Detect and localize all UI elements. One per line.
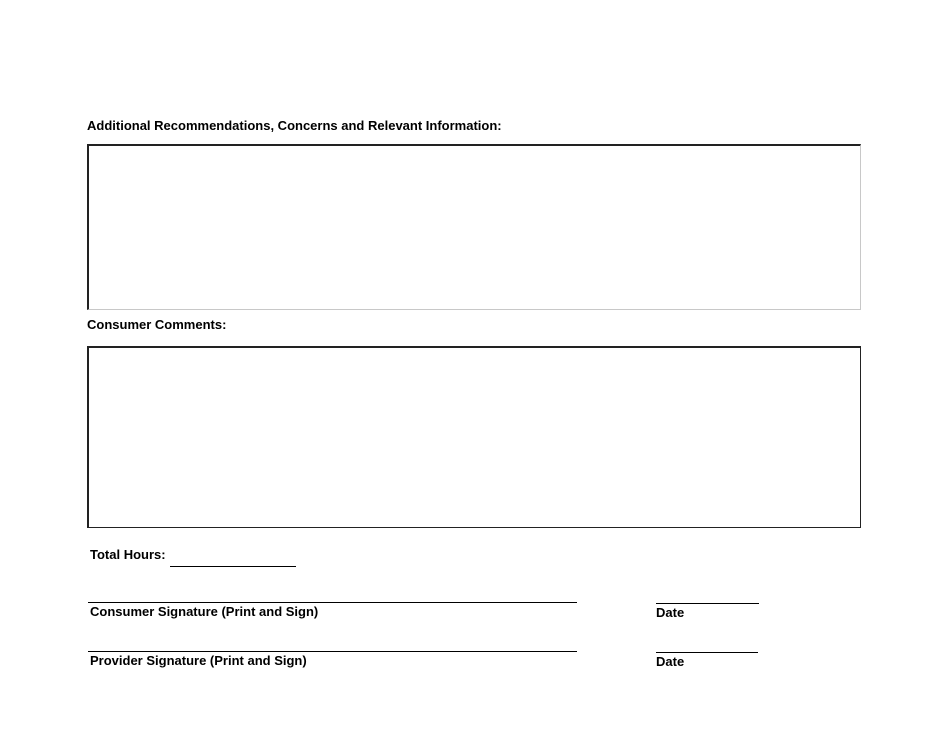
comments-label: Consumer Comments:	[87, 317, 227, 332]
consumer-signature-label: Consumer Signature (Print and Sign)	[90, 604, 319, 619]
recommendations-box[interactable]	[87, 144, 861, 310]
total-hours-field[interactable]	[170, 566, 296, 567]
provider-signature-line[interactable]	[88, 651, 577, 652]
provider-date-label: Date	[656, 654, 685, 669]
consumer-date-label: Date	[656, 605, 685, 620]
provider-date-line[interactable]	[656, 652, 758, 653]
total-hours-label: Total Hours:	[90, 547, 166, 562]
recommendations-label: Additional Recommendations, Concerns and Relevant Information:	[87, 118, 502, 133]
consumer-date-line[interactable]	[656, 603, 759, 604]
consumer-signature-line[interactable]	[88, 602, 577, 603]
provider-signature-label: Provider Signature (Print and Sign)	[90, 653, 307, 668]
comments-box[interactable]	[87, 346, 861, 528]
